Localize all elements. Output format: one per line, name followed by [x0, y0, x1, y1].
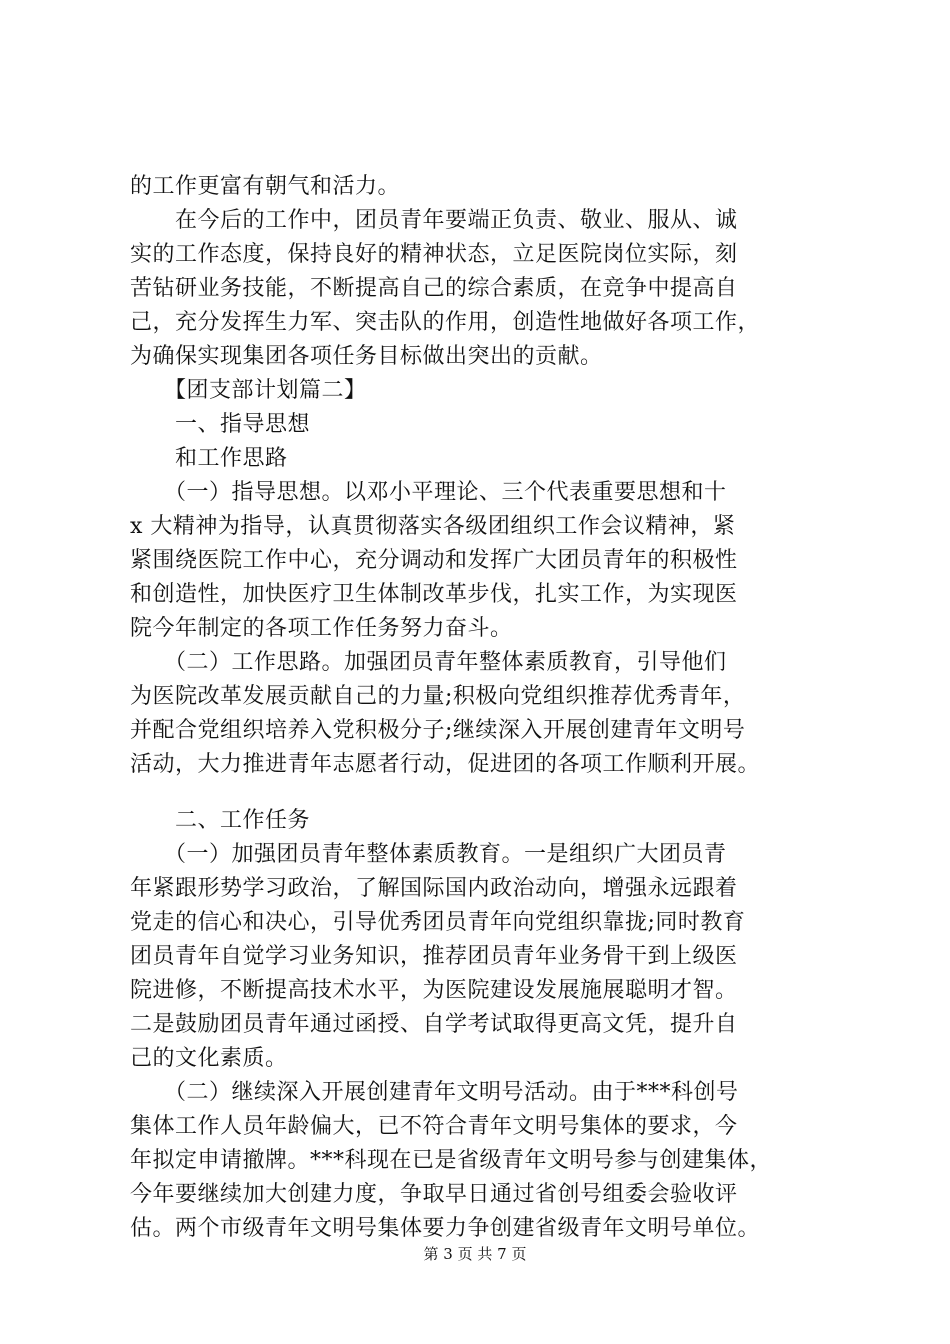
text-line: 为医院改革发展贡献自己的力量;积极向党组织推荐优秀青年，: [130, 684, 746, 709]
text-line: 年紧跟形势学习政治，了解国际国内政治动向，增强永远跟着: [130, 876, 738, 901]
text-line: 己的文化素质。: [130, 1046, 288, 1071]
text-line: 集体工作人员年龄偏大，已不符合青年文明号集体的要求，今: [130, 1114, 738, 1139]
text-line: 院进修，不断提高技术水平，为医院建设发展施展聪明才智。: [130, 978, 738, 1003]
text-line: （二）工作思路。加强团员青年整体素质教育，引导他们: [130, 650, 727, 675]
text-line: 今年要继续加大创建力度，争取早日通过省创号组委会验收评: [130, 1182, 738, 1207]
text-line: x 大精神为指导，认真贯彻落实各级团组织工作会议精神，紧: [130, 514, 736, 539]
text-line: 年拟定申请撤牌。***科现在已是省级青年文明号参与创建集体，: [130, 1148, 773, 1173]
text-line: 党走的信心和决心，引导优秀团员青年向党组织靠拢;同时教育: [130, 910, 746, 935]
section-heading: 二、工作任务: [130, 808, 311, 833]
text-line: 己，充分发挥生力军、突击队的作用，创造性地做好各项工作，: [130, 310, 761, 335]
text-line: 并配合党组织培养入党积极分子;继续深入开展创建青年文明号: [130, 718, 746, 743]
text-line: 苦钻研业务技能，不断提高自己的综合素质，在竞争中提高自: [130, 276, 738, 301]
section-heading: 和工作思路: [130, 446, 288, 471]
paragraph-gap: [130, 782, 830, 804]
text-line: 团员青年自觉学习业务知识，推荐团员青年业务骨干到上级医: [130, 944, 738, 969]
text-line: 活动，大力推进青年志愿者行动，促进团的各项工作顺利开展。: [130, 752, 761, 777]
page-number: 第 3 页 共 7 页: [423, 1245, 527, 1263]
section-heading: 一、指导思想: [130, 412, 311, 437]
text-line: 的工作更富有朝气和活力。: [130, 174, 401, 199]
text-line: （一）指导思想。以邓小平理论、三个代表重要思想和十: [130, 480, 727, 505]
text-line: 院今年制定的各项工作任务努力奋斗。: [130, 616, 513, 641]
text-line: 为确保实现集团各项任务目标做出突出的贡献。: [130, 344, 603, 369]
text-line: 和创造性，加快医疗卫生体制改革步伐，扎实工作，为实现医: [130, 582, 738, 607]
text-line: 估。两个市级青年文明号集体要力争创建省级青年文明号单位。: [130, 1216, 761, 1241]
text-line: 实的工作态度，保持良好的精神状态，立足医院岗位实际，刻: [130, 242, 738, 267]
text-line: 紧围绕医院工作中心，充分调动和发挥广大团员青年的积极性: [130, 548, 738, 573]
text-line: （一）加强团员青年整体素质教育。一是组织广大团员青: [130, 842, 727, 867]
section-heading: 【团支部计划篇二】: [130, 378, 367, 403]
text-line: 在今后的工作中，团员青年要端正负责、敬业、服从、诚: [130, 208, 738, 233]
text-line: （二）继续深入开展创建青年文明号活动。由于***科创号: [130, 1080, 739, 1105]
document-body: [130, 170, 830, 1246]
text-line: 二是鼓励团员青年通过函授、自学考试取得更高文凭，提升自: [130, 1012, 738, 1037]
